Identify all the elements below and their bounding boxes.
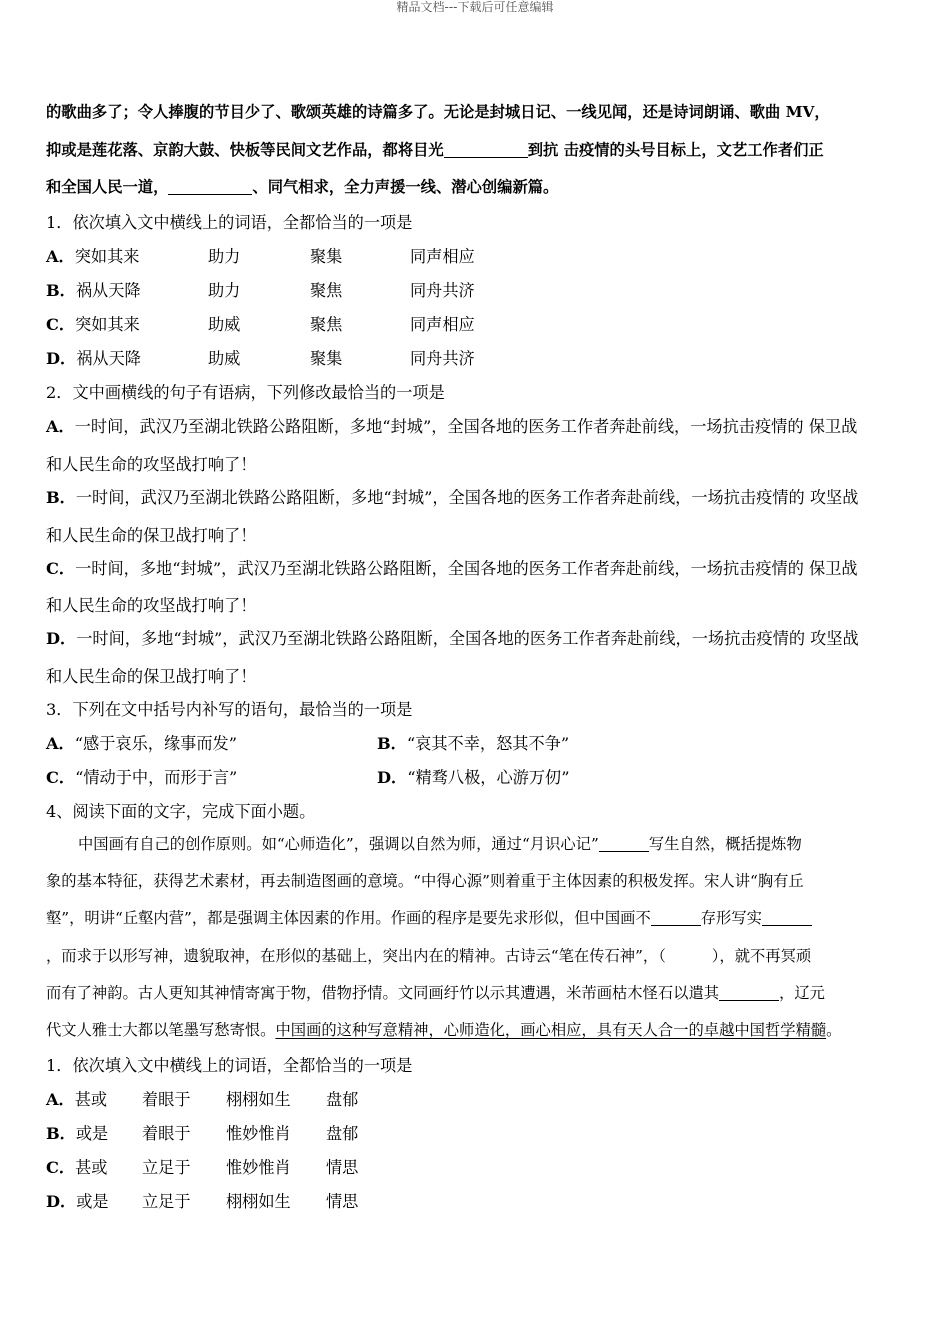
q2-stem: 2．文中画横线的句子有语病，下列修改最恰当的一项是 xyxy=(46,383,445,402)
passage1-line2 xyxy=(46,138,824,160)
passage1-line3-text-a: 和全国人民一道， xyxy=(46,178,169,196)
passage1-line1: 的歌曲多了；令人捧腹的节目少了、歌颂英雄的诗篇多了。无论是封城日记、一线见闻，还是诗词朗诵、歌曲 MV， xyxy=(46,103,830,121)
q1-option-c-word: 助威 xyxy=(208,315,241,334)
fill-blank xyxy=(168,179,252,195)
underlined-sentence: 中国画的这种写意精神，心师造化，画心相应，具有天人合一的卓越中国哲学精髓 xyxy=(275,1021,827,1039)
q2-option-a: A．一时间，武汉乃至湖北铁路公路阻断，多地“封城”，全国各地的医务工作者奔赴前线，一场抗击疫情的 保卫战 xyxy=(46,417,858,436)
q3-stem: 3．下列在文中括号内补写的语句，最恰当的一项是 xyxy=(46,700,413,719)
q2-option-b-cont: 和人民生命的保卫战打响了！ xyxy=(46,526,257,545)
page-header: 精品文档---下载后可任意编辑 xyxy=(396,0,554,14)
q2-option-c: C．一时间，多地“封城”，武汉乃至湖北铁路公路阻断，全国各地的医务工作者奔赴前线，一场抗击疫情的 保卫战 xyxy=(46,559,858,578)
passage2-line2: 象的基本特征，获得艺术素材，再去制造图画的意境。“中得心源”则着重于主体因素的积极发挥。宋人讲“胸有丘 xyxy=(46,872,804,890)
passage1-line3 xyxy=(46,175,558,197)
q4-1-option-d-word: 情思 xyxy=(326,1192,359,1211)
q1-option-d-label: D．祸从天降 xyxy=(46,349,141,368)
q3-option-b: B．“哀其不幸，怒其不争” xyxy=(377,734,570,753)
q4-1-stem: 1．依次填入文中横线上的词语，全都恰当的一项是 xyxy=(46,1056,413,1075)
q1-option-d-word: 同舟共济 xyxy=(410,349,475,368)
passage1-line3-text-b: 、同气相求，全力声援一线、潜心创编新篇。 xyxy=(252,178,559,196)
q4-1-option-d-label: D．或是 xyxy=(46,1192,109,1211)
q4-1-option-d-word: 立足于 xyxy=(142,1192,191,1211)
q1-option-c-word: 同声相应 xyxy=(410,315,475,334)
passage1-line2-text-a: 抑或是莲花落、京韵大鼓、快板等民间文艺作品，都将目光 xyxy=(46,141,444,159)
q1-stem: 1．依次填入文中横线上的词语，全都恰当的一项是 xyxy=(46,213,413,232)
q2-option-a-cont: 和人民生命的攻坚战打响了！ xyxy=(46,455,257,474)
q4-1-option-c-word: 情思 xyxy=(326,1158,359,1177)
passage1-line2-text-b: 到抗 击疫情的头号目标上，文艺工作者们正 xyxy=(527,141,824,159)
q4-1-option-a-word: 着眼于 xyxy=(142,1090,191,1109)
q1-option-b-label: B．祸从天降 xyxy=(46,281,141,300)
q1-option-a-label: A．突如其来 xyxy=(46,247,140,266)
q1-option-a-word: 同声相应 xyxy=(410,247,475,266)
q2-option-c-cont: 和人民生命的攻坚战打响了！ xyxy=(46,596,257,615)
q1-option-b-word: 助力 xyxy=(208,281,241,300)
q2-option-d: D．一时间，多地“封城”，武汉乃至湖北铁路公路阻断，全国各地的医务工作者奔赴前线，一场抗击疫情的 攻坚战 xyxy=(46,629,859,648)
fill-blank xyxy=(599,836,649,852)
q1-option-a-word: 助力 xyxy=(208,247,241,266)
q2-option-d-cont: 和人民生命的保卫战打响了！ xyxy=(46,667,257,686)
q4-1-option-a-label: A．甚或 xyxy=(46,1090,108,1109)
q1-option-d-word: 助威 xyxy=(208,349,241,368)
q4-1-option-c-word: 立足于 xyxy=(142,1158,191,1177)
q2-option-b: B．一时间，武汉乃至湖北铁路公路阻断，多地“封城”，全国各地的医务工作者奔赴前线，一场抗击疫情的 攻坚战 xyxy=(46,488,859,507)
fill-blank xyxy=(651,910,701,926)
passage2-line3: 壑”，明讲“丘壑内营”，都是强调主体因素的作用。作画的程序是要先求形似，但中国画不 存形写实 xyxy=(46,906,812,928)
fill-blank xyxy=(444,142,528,158)
q1-option-a-word: 聚集 xyxy=(310,247,343,266)
q4-1-option-c-word: 惟妙惟肖 xyxy=(226,1158,291,1177)
q1-option-d-word: 聚集 xyxy=(310,349,343,368)
q1-option-c-label: C．突如其来 xyxy=(46,315,140,334)
q4-1-option-a-word: 栩栩如生 xyxy=(226,1090,291,1109)
passage2-line1: 中国画有自己的创作原则。如“心师造化”，强调以自然为师，通过“月识心记” 写生自然，概括提炼物 xyxy=(78,835,802,853)
passage2-line6: 代文人雅士大都以笔墨写愁寄恨。中国画的这种写意精神，心师造化，画心相应，具有天人合一的卓越中国哲学精髓。 xyxy=(46,1021,842,1039)
q3-option-a: A．“感于哀乐，缘事而发” xyxy=(46,734,237,753)
passage2-line4: ，而求于以形写神，遗貌取神，在形似的基础上，突出内在的精神。古诗云“笔在传石神”，（ ），就不再冥顽 xyxy=(46,947,812,965)
q1-option-b-word: 同舟共济 xyxy=(410,281,475,300)
q1-option-c-word: 聚焦 xyxy=(310,315,343,334)
q4-1-option-b-word: 惟妙惟肖 xyxy=(226,1124,291,1143)
q3-option-c: C．“情动于中，而形于言” xyxy=(46,768,238,787)
q4-1-option-a-word: 盘郁 xyxy=(326,1090,359,1109)
q3-option-d: D．“精骛八极，心游万仞” xyxy=(377,768,570,787)
passage2-line5: 而有了神韵。古人更知其神情寄寓于物，借物抒情。文同画纡竹以示其遭遇，米芾画枯木怪石以遣其 ，辽元 xyxy=(46,984,825,1002)
q1-option-b-word: 聚焦 xyxy=(310,281,343,300)
q4-1-option-c-label: C．甚或 xyxy=(46,1158,108,1177)
fill-blank xyxy=(762,910,812,926)
section4-title: 4、阅读下面的文字，完成下面小题。 xyxy=(46,802,316,821)
q4-1-option-d-word: 栩栩如生 xyxy=(226,1192,291,1211)
fill-blank xyxy=(719,985,779,1001)
q4-1-option-b-label: B．或是 xyxy=(46,1124,109,1143)
q4-1-option-b-word: 着眼于 xyxy=(142,1124,191,1143)
q4-1-option-b-word: 盘郁 xyxy=(326,1124,359,1143)
